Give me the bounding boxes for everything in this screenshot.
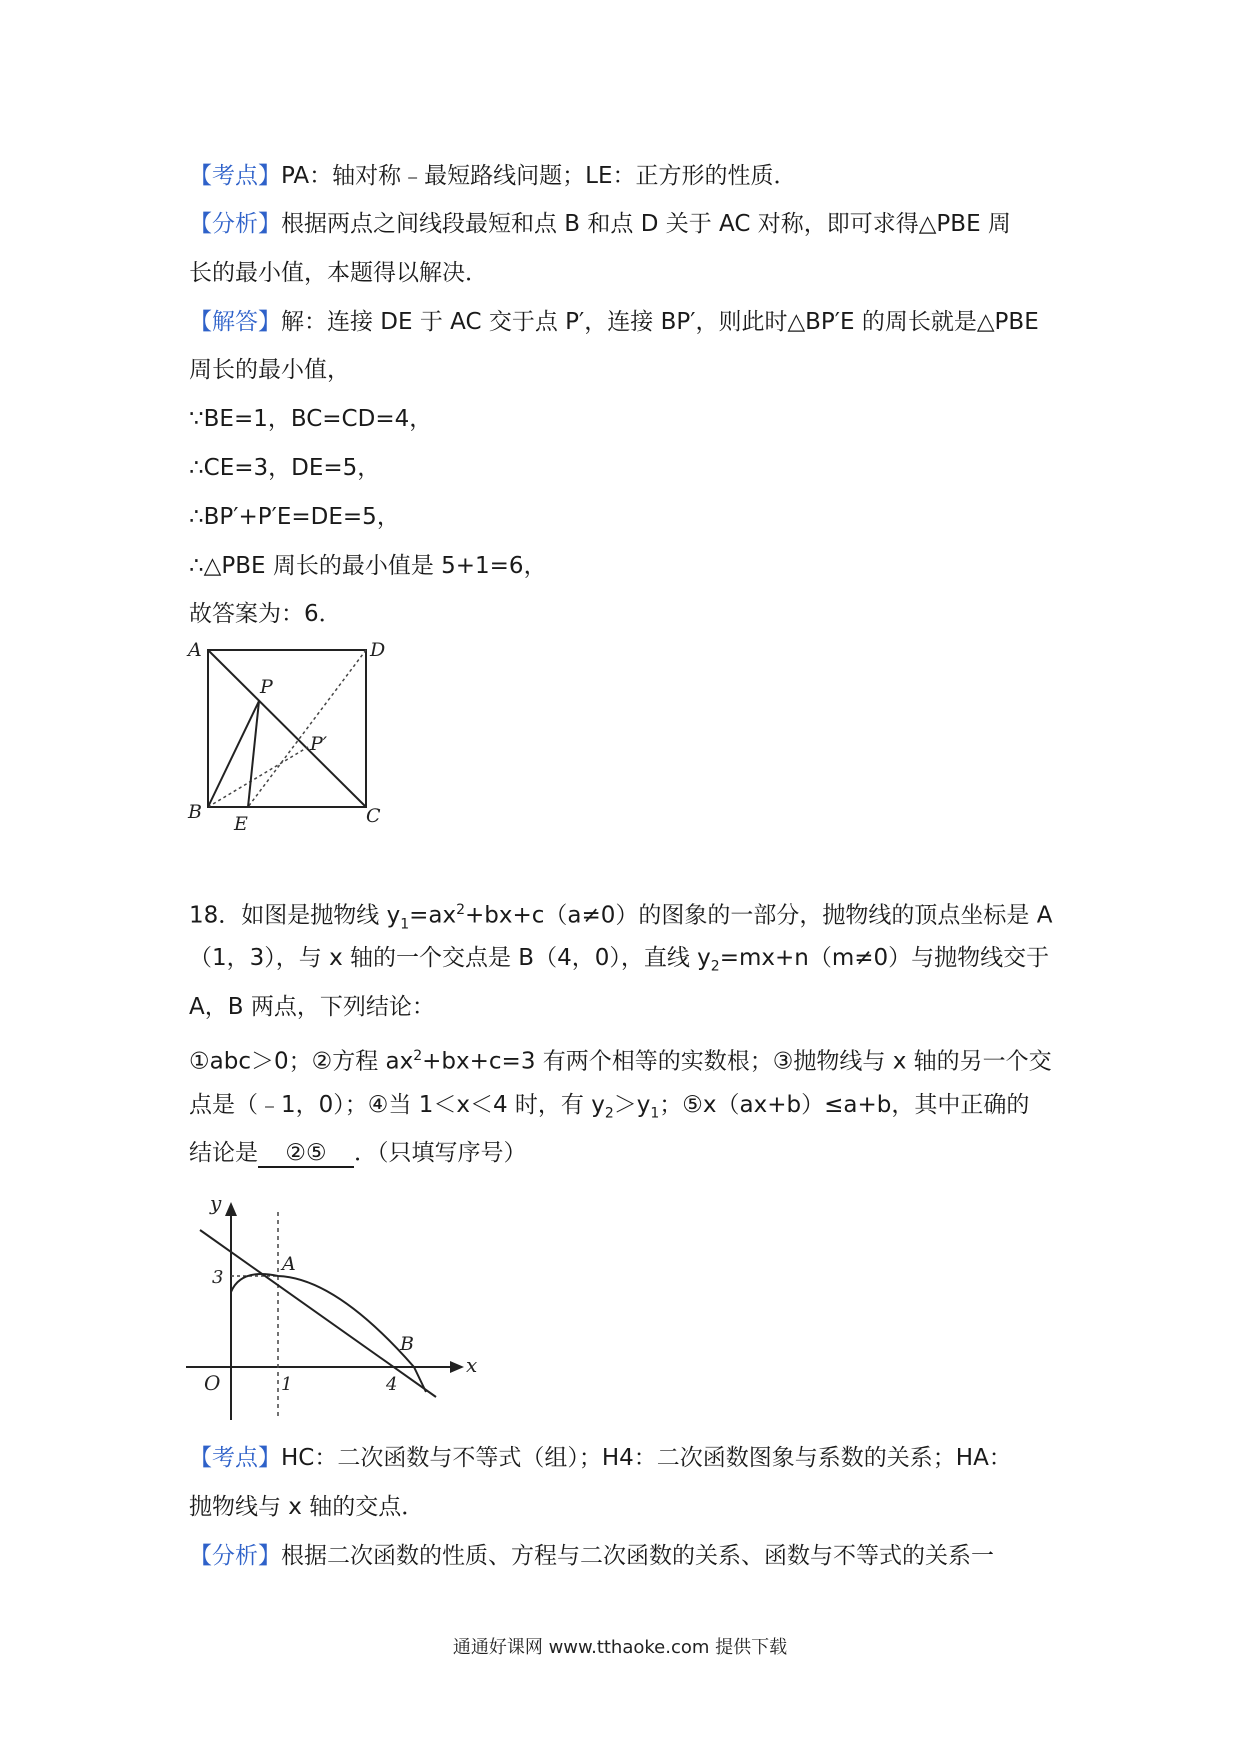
q18-line6-suffix: ．（只填写序号）	[354, 1140, 527, 1166]
q18-line2-suffix: =mx+n（m≠0）与抛物线交于	[719, 945, 1050, 971]
label-b: B	[188, 801, 202, 823]
q18-sub: 2	[710, 958, 720, 975]
fenxi-tag: 【分析】	[189, 211, 281, 237]
q17-jieda-line2: 周长的最小值，	[189, 357, 350, 383]
q18-line6	[189, 1137, 1059, 1169]
segment-pe	[248, 701, 259, 807]
q17-jieda	[189, 306, 1059, 338]
jieda-tag: 【解答】	[189, 309, 281, 335]
square-figure	[186, 638, 396, 838]
q18-fenxi-line1: 根据二次函数的性质、方程与二次函数的关系、函数与不等式的关系一	[281, 1543, 994, 1569]
fenxi-line1: 根据两点之间线段最短和点 B 和点 D 关于 AC 对称，即可求得△PBE 周	[281, 211, 1011, 237]
q18-line4	[189, 1040, 1059, 1078]
kaodian-tag: 【考点】	[189, 1445, 281, 1471]
label-1: 1	[281, 1374, 293, 1395]
q18-line1-mid: =ax	[409, 902, 457, 929]
q18-sup: 2	[456, 902, 466, 918]
q18-line1-prefix: 18．如图是抛物线 y	[189, 902, 401, 929]
dashed-de	[248, 650, 366, 807]
q18-line1	[189, 894, 1059, 940]
q18-line4-prefix: ①abc＞0；②方程 ax	[189, 1048, 414, 1075]
q18-sub: 1	[650, 1105, 660, 1122]
q18-line4-suffix: +bx+c=3 有两个相等的实数根；③抛物线与 x 轴的另一个交	[422, 1048, 1052, 1075]
jieda-line1: 解：连接 DE 于 AC 交于点 P′，连接 BP′，则此时△BP′E 的周长就是△PBE	[281, 309, 1039, 335]
label-e: E	[234, 813, 248, 835]
diagonal-ac	[208, 650, 366, 807]
line-y2	[200, 1230, 436, 1397]
q18-sup: 2	[413, 1048, 423, 1064]
label-c: C	[366, 805, 381, 827]
label-d: D	[370, 639, 386, 661]
q17-fenxi-line2: 长的最小值，本题得以解决．	[189, 260, 488, 286]
q17-step2: ∴CE=3，DE=5，	[189, 455, 381, 481]
q18-line5-prefix: 点是（﹣1，0）；④当 1＜x＜4 时，有 y	[189, 1092, 605, 1118]
x-axis-arrow-icon	[450, 1361, 464, 1373]
q18-line5-suffix: ；⑤x（ax+b）≤a+b，其中正确的	[659, 1092, 1030, 1118]
q17-step3: ∴BP′+P′E=DE=5，	[189, 504, 400, 530]
q18-fenxi	[189, 1540, 1059, 1572]
kaodian-text: PA：轴对称﹣最短路线问题；LE：正方形的性质．	[281, 163, 797, 189]
q18-kaodian	[189, 1442, 1059, 1474]
q18-sub: 1	[400, 916, 410, 933]
q18-line6-prefix: 结论是	[189, 1140, 258, 1166]
y-axis-arrow-icon	[225, 1202, 237, 1216]
q18-line2-prefix: （1，3），与 x 轴的一个交点是 B（4，0），直线 y	[189, 945, 711, 971]
answer-blank: ②⑤	[258, 1140, 354, 1168]
q18-line2	[189, 942, 1059, 983]
q17-step4: ∴△PBE 周长的最小值是 5+1=6，	[189, 553, 547, 579]
kaodian-tag: 【考点】	[189, 163, 281, 189]
label-o: O	[204, 1371, 221, 1395]
label-b: B	[400, 1333, 414, 1355]
label-4: 4	[386, 1374, 398, 1395]
label-p: P	[260, 676, 273, 698]
label-a: A	[188, 639, 202, 661]
q18-kaodian-line2: 抛物线与 x 轴的交点．	[189, 1494, 425, 1520]
parabola-figure	[186, 1182, 486, 1422]
q18-line3: A，B 两点，下列结论：	[189, 994, 435, 1020]
q17-step1: ∵BE=1，BC=CD=4，	[189, 406, 433, 432]
q17-kaodian	[189, 160, 1059, 192]
q18-line1-suffix: +bx+c（a≠0）的图象的一部分，抛物线的顶点坐标是 A	[465, 902, 1053, 929]
label-x: x	[466, 1353, 478, 1377]
q18-sub: 2	[604, 1105, 614, 1122]
fenxi-tag: 【分析】	[189, 1543, 281, 1569]
label-3: 3	[212, 1267, 224, 1288]
q18-line5	[189, 1089, 1059, 1130]
q17-conclusion: 故答案为：6．	[189, 601, 342, 627]
q17-fenxi	[189, 208, 1059, 240]
label-a: A	[282, 1253, 296, 1275]
label-y: y	[210, 1191, 222, 1215]
page-footer: 通通好课网 www.tthaoke.com 提供下载	[452, 1637, 788, 1658]
label-p-prime: P′	[310, 733, 328, 755]
q18-kaodian-line1: HC：二次函数与不等式（组）；H4：二次函数图象与系数的关系；HA：	[281, 1445, 1012, 1471]
q18-line5-mid: ＞y	[613, 1092, 651, 1118]
